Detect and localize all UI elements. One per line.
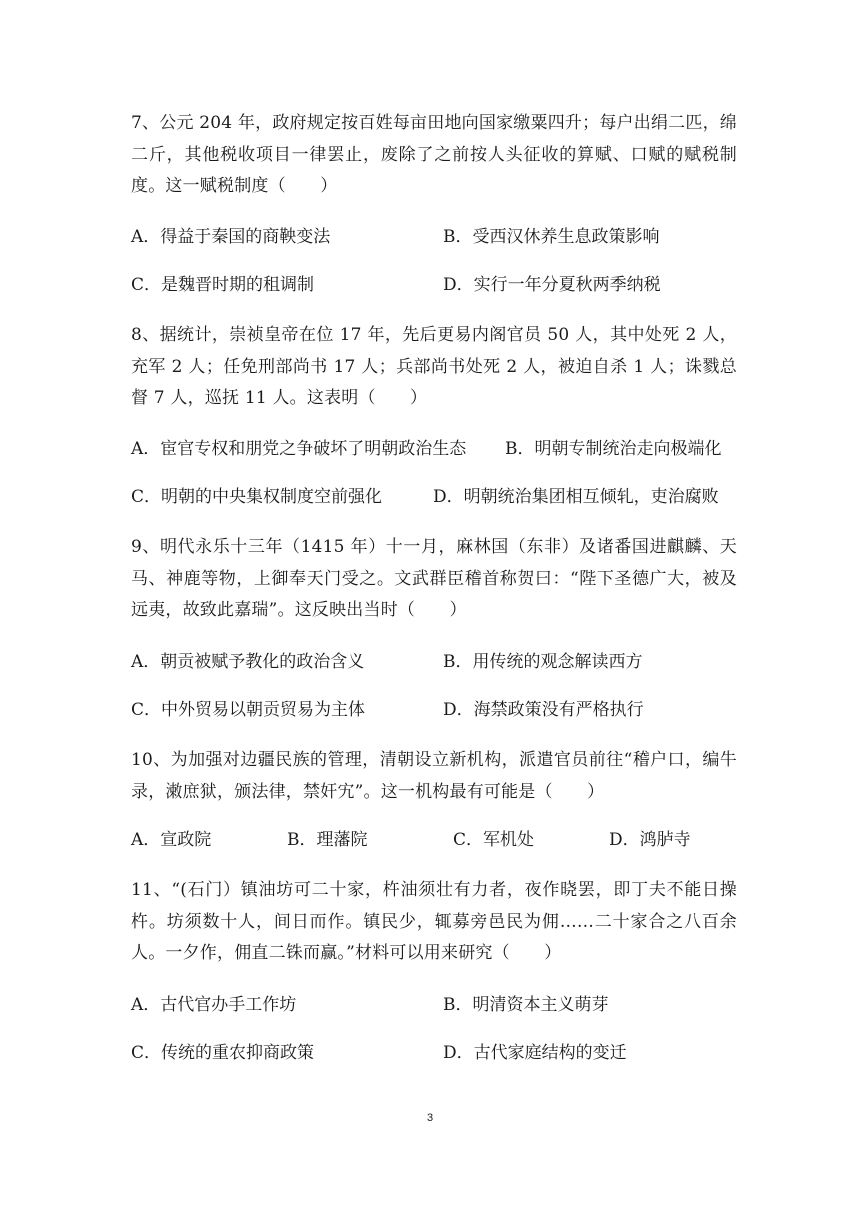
question-11-option-c: C．传统的重农抑商政策	[131, 1043, 315, 1063]
question-11-option-a: A．古代官办手工作坊	[131, 995, 297, 1015]
question-8-option-d: D．明朝统治集团相互倾轧，吏治腐败	[433, 487, 719, 507]
page-number: 3	[426, 1112, 434, 1124]
question-7-option-d: D．实行一年分夏秋两季纳税	[443, 275, 661, 295]
question-9-option-d: D．海禁政策没有严格执行	[443, 700, 644, 720]
question-9-option-b: B．用传统的观念解读西方	[443, 652, 643, 672]
question-10-option-a: A．宣政院	[131, 830, 212, 850]
question-9-option-c: C．中外贸易以朝贡贸易为主体	[131, 700, 366, 720]
question-10-option-c: C．军机处	[453, 830, 535, 850]
question-9-stem: 9、明代永乐十三年（1415 年）十一月，麻林国（东非）及诸番国进麒麟、天马、神鹿等物，上御奉天门受之。文武群臣稽首称贺曰：“陛下圣德广大，被及远夷，故致此嘉瑞”。这反映出当时（ ）	[131, 537, 737, 620]
question-11-option-b: B．明清资本主义萌芽	[443, 995, 609, 1015]
question-7-option-b: B．受西汉休养生息政策影响	[443, 227, 660, 247]
question-10-stem: 10、为加强对边疆民族的管理，清朝设立新机构，派遣官员前往“稽户口，编牛录，潄庶狱，颁法律，禁奸宄”。这一机构最有可能是（ ）	[131, 750, 737, 802]
question-11-stem: 11、“(石门）镇油坊可二十家，杵油须壮有力者，夜作晓罢，即丁夫不能日操杵。坊须数十人，间日而作。镇民少，辄募旁邑民为佣……二十家合之八百余人。一夕作，佣直二铢而赢。”材料可以用来研究（ ）	[131, 880, 737, 963]
question-7-option-c: C．是魏晋时期的租调制	[131, 275, 315, 295]
question-9-option-a: A．朝贡被赋予教化的政治含义	[131, 652, 365, 672]
question-8-option-b: B．明朝专制统治走向极端化	[505, 439, 722, 459]
question-10-option-b: B．理藩院	[287, 830, 368, 850]
question-8-stem: 8、据统计，崇祯皇帝在位 17 年，先后更易内阁官员 50 人，其中处死 2 人，充军 2 人；任免刑部尚书 17 人；兵部尚书处死 2 人，被迫自杀 1 人；诛戮总督 7 人，巡抚 11 人。这表明（ ）	[131, 325, 737, 408]
question-8-option-a: A．宦官专权和朋党之争破坏了明朝政治生态	[131, 439, 467, 459]
question-7-stem: 7、公元 204 年，政府规定按百姓每亩田地向国家缴粟四升；每户出绢二匹，绵二斤，其他税收项目一律罢止，废除了之前按人头征收的算赋、口赋的赋税制度。这一赋税制度（ ）	[131, 113, 737, 196]
question-11-option-d: D．古代家庭结构的变迁	[443, 1043, 627, 1063]
question-8-option-c: C．明朝的中央集权制度空前强化	[131, 487, 383, 507]
question-10-option-d: D．鸿胪寺	[609, 830, 691, 850]
question-7-option-a: A．得益于秦国的商鞅变法	[131, 227, 331, 247]
